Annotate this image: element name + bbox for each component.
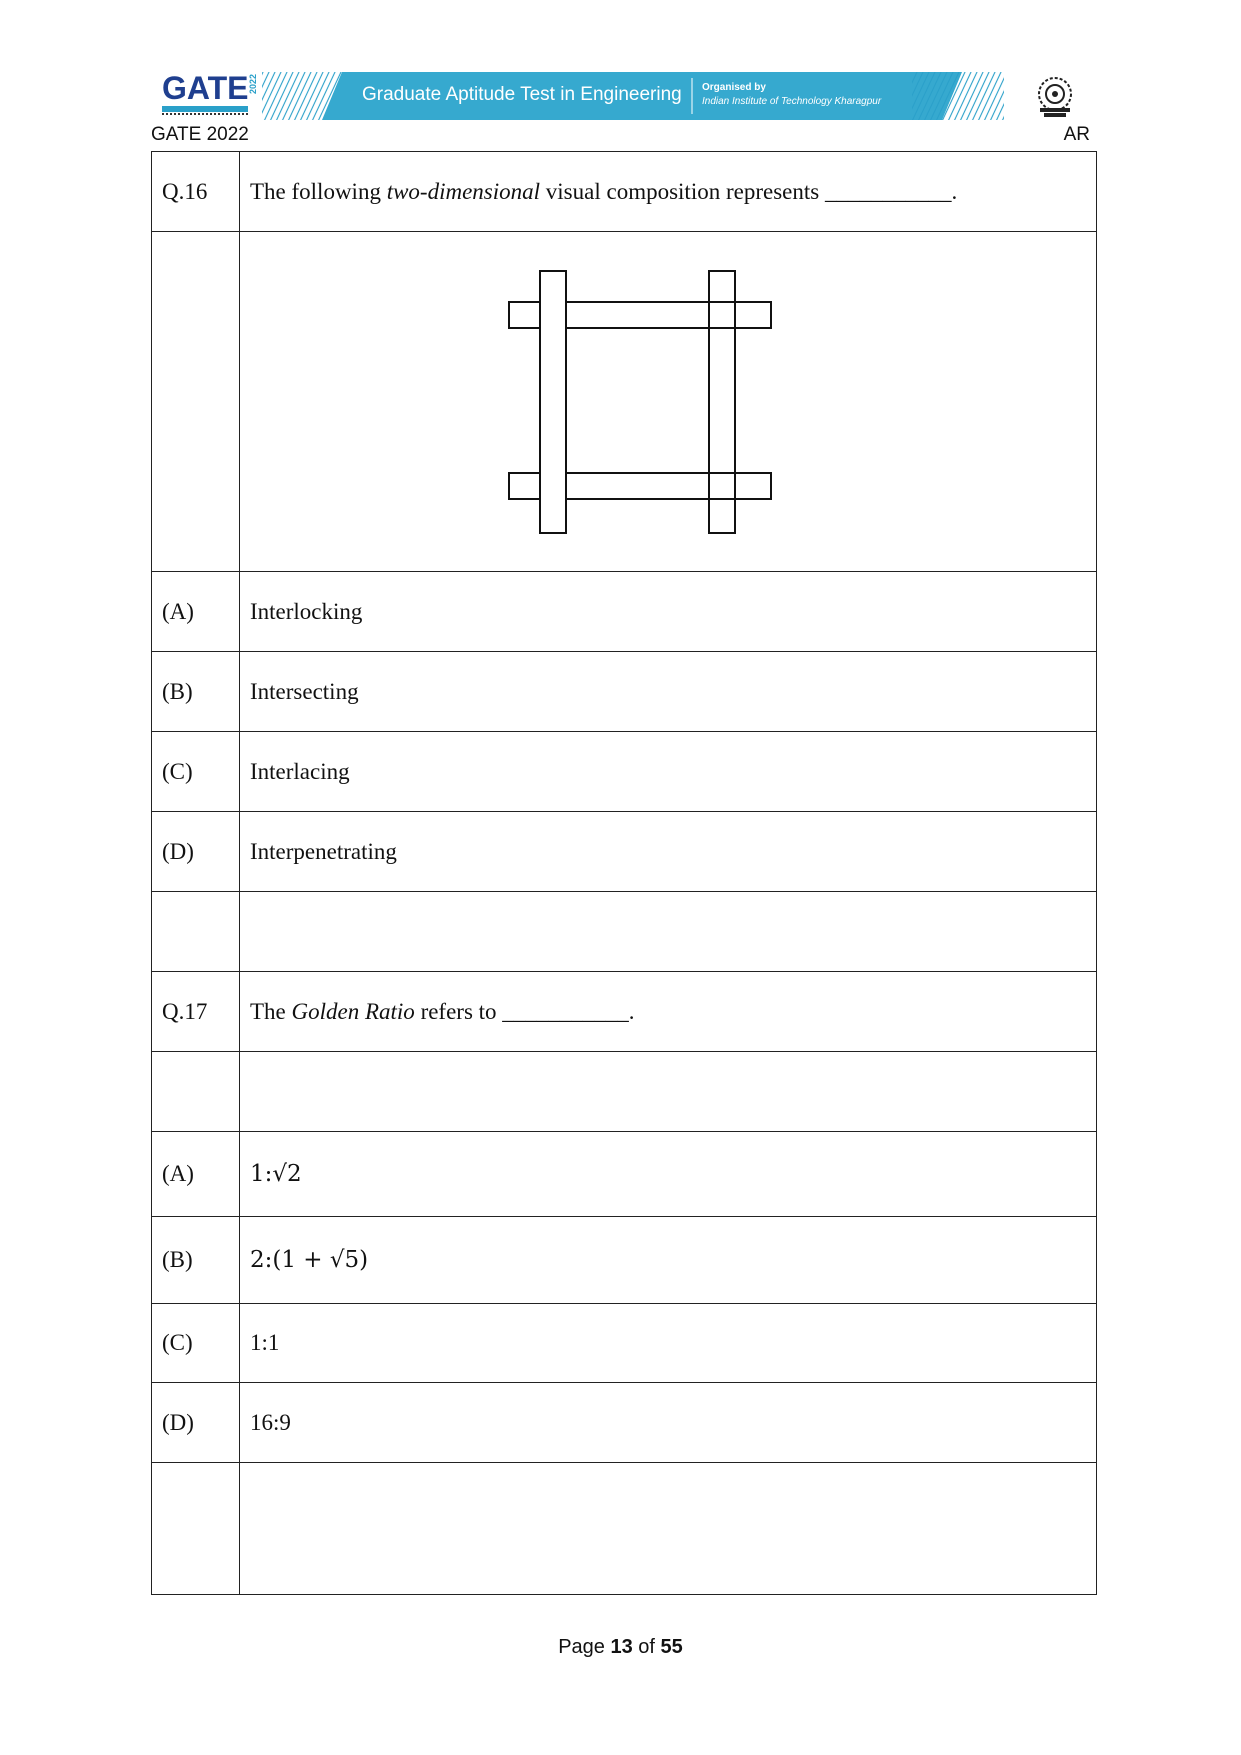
spacer-row xyxy=(152,892,1097,972)
q17-option-b xyxy=(152,1217,1097,1304)
option-text: 1:√2 xyxy=(240,1132,1097,1217)
header-banner xyxy=(262,72,1004,120)
q16-option-a xyxy=(152,572,1097,652)
q16-text-before: The following xyxy=(250,178,387,204)
option-label: (C) xyxy=(152,732,240,812)
iit-emblem-icon xyxy=(1032,74,1078,120)
q16-text-italic: two-dimensional xyxy=(386,178,541,204)
logo-year: 2022 xyxy=(248,74,258,95)
option-label: (D) xyxy=(152,1383,240,1463)
option-text: 2:(1 + √5) xyxy=(240,1217,1097,1304)
logo-text: GATE xyxy=(162,70,249,106)
option-label: (C) xyxy=(152,1304,240,1383)
q17-option-d xyxy=(152,1383,1097,1463)
option-text: Interlacing xyxy=(240,732,1097,812)
q16-figure-spacer xyxy=(152,232,240,572)
organiser-name: Indian Institute of Technology Kharagpur xyxy=(702,96,882,107)
q16-text-after: visual composition represents ___________. xyxy=(540,178,958,204)
option-label: (A) xyxy=(152,1132,240,1217)
logo-subtext xyxy=(162,113,248,118)
q17-text-before: The xyxy=(250,998,292,1024)
gate-logo xyxy=(162,70,258,122)
q16-number: Q.16 xyxy=(152,152,240,232)
exam-label: GATE 2022 xyxy=(151,124,249,145)
logo-strip xyxy=(162,106,248,112)
option-text: Intersecting xyxy=(240,652,1097,732)
q16-row xyxy=(152,152,1097,232)
option-text: Interlocking xyxy=(240,572,1097,652)
option-text: Interpenetrating xyxy=(240,812,1097,892)
q17-text xyxy=(240,972,1097,1052)
option-label: (B) xyxy=(152,652,240,732)
q17-row xyxy=(152,972,1097,1052)
q16-option-d xyxy=(152,812,1097,892)
q17-option-c xyxy=(152,1304,1097,1383)
question-table xyxy=(151,151,1097,1595)
of-word: of xyxy=(638,1636,655,1658)
figure-bar-left xyxy=(540,271,566,533)
interlaced-bars-figure xyxy=(507,269,773,535)
q16-option-b xyxy=(152,652,1097,732)
q17-option-a xyxy=(152,1132,1097,1217)
q16-figure-cell xyxy=(240,232,1097,572)
organised-by-label: Organised by xyxy=(702,82,766,93)
page-header xyxy=(0,0,1241,150)
spacer-row xyxy=(152,1052,1097,1132)
option-label: (A) xyxy=(152,572,240,652)
q16-option-c xyxy=(152,732,1097,812)
option-label: (D) xyxy=(152,812,240,892)
spacer-row xyxy=(152,1463,1097,1595)
q17-text-after: refers to ___________. xyxy=(414,998,635,1024)
page-word: Page xyxy=(558,1636,605,1658)
q17-number: Q.17 xyxy=(152,972,240,1052)
q17-text-italic: Golden Ratio xyxy=(291,998,415,1024)
option-text: 1:1 xyxy=(240,1304,1097,1383)
page-number: 13 xyxy=(610,1636,633,1658)
q16-figure-row xyxy=(152,232,1097,572)
page-footer xyxy=(0,1636,1241,1659)
total-pages: 55 xyxy=(660,1636,683,1658)
q16-text xyxy=(240,152,1097,232)
banner-title: Graduate Aptitude Test in Engineering xyxy=(362,84,682,105)
paper-code: AR xyxy=(1063,124,1090,145)
option-label: (B) xyxy=(152,1217,240,1304)
option-text: 16:9 xyxy=(240,1383,1097,1463)
